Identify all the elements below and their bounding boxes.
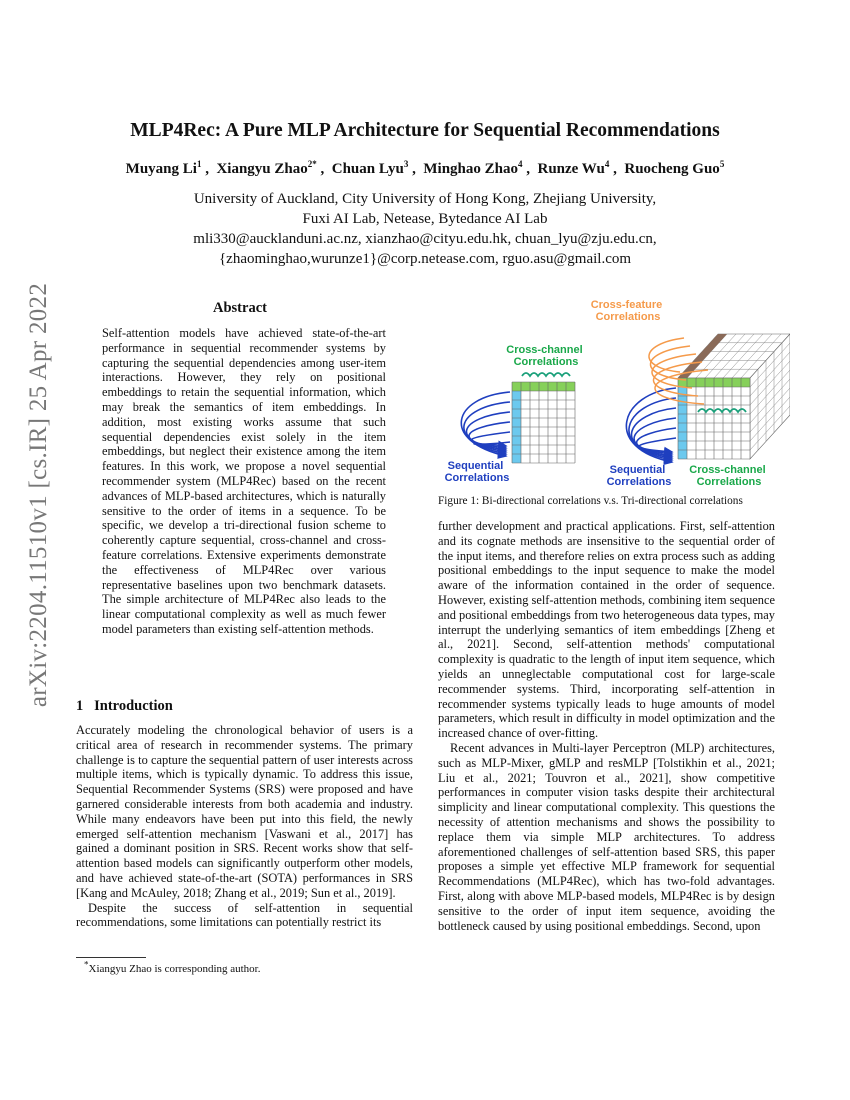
affiliations: [0, 189, 850, 269]
wave-cross-channel-left: [522, 373, 570, 376]
author: Ruocheng Guo$^5$: [624, 159, 725, 177]
author: Xiangyu Zhao$^{2*}$: [216, 159, 317, 177]
fig-label-left-top: Cross-channel Correlations: [506, 344, 583, 368]
figure-caption: Figure 1: Bi-directional correlations v.s. Tri-directional correlations: [438, 495, 743, 507]
right-column-body: [438, 519, 775, 933]
arxiv-sidebar: [14, 282, 64, 708]
author: Minghao Zhao$^4$: [423, 159, 523, 177]
author: Muyang Li$^1$: [125, 159, 202, 177]
fig-label-right-top: Cross-feature Correlations: [590, 299, 663, 323]
arxiv-id: arXiv:2204.11510v1 [cs.IR] 25 Apr 2022: [25, 282, 52, 708]
email-line-2: {zhaominghao,wurunze1}@corp.netease.com, rguo.asu@gmail.com: [218, 251, 632, 267]
intro-body: [76, 723, 413, 930]
author: Chuan Lyu$^3$: [331, 159, 409, 177]
fig-label-right-bottom-left: Sequential Correlations: [606, 464, 672, 488]
grid-cyan-column: [512, 382, 521, 463]
fig-label-left-bottom: Sequential Correlations: [444, 460, 510, 484]
abstract-heading: Abstract: [213, 300, 267, 316]
footnote-rule: [76, 957, 146, 958]
grid-cyan-column: [678, 378, 687, 459]
grid-green-row: [512, 382, 575, 391]
author: Runze Wu$^4$: [537, 159, 610, 177]
section-heading: 1 Introduction: [76, 698, 173, 714]
paper-title: MLP4Rec: A Pure MLP Architecture for Sequential Recommendations: [130, 120, 720, 141]
intro-paragraph-2: Despite the success of self-attention in sequential recommendations, some limitations can potentially restrict its: [76, 900, 413, 930]
author-list: Muyang Li$^1$ , Xiangyu Zhao$^{2*}$ , Chuan Lyu$^3$ , Minghao Zhao$^4$ , Runze Wu$^4$ , Ruocheng Guo$^5$: [125, 159, 725, 177]
figure-1: [430, 296, 790, 492]
fig-label-right-bottom-right: Cross-channel Correlations: [689, 464, 766, 488]
abstract-text: Self-attention models have achieved state-of-the-art performance in sequential recommender systems by capturing the sequential dependencies among user-item interactions. However, they rely on positional embeddings to retain the sequential information, which may break the semantics of item embeddings. In addition, most existing works assume that such sequential dependencies exist solely in the item embeddings, but neglect their existence among the item features. In this work, we propose a novel sequential recommender system (MLP4Rec) based on the recent advances of MLP-based architectures, which is naturally sensitive to the order of items in a sequence. To be specific, we develop a tri-directional fusion scheme to coherently capture sequential, cross-channel and cross-feature correlations. Extensive experiments demonstrate the effectiveness of MLP4Rec over various representative baselines upon two benchmark datasets. The simple architecture of MLP4Rec also leads to the linear computational complexity as well as much fewer model parameters than existing self-attention methods.: [102, 326, 386, 636]
affiliation-line-2: Fuxi AI Lab, Netease, Bytedance AI Lab: [302, 211, 548, 227]
right-paragraph-2: Recent advances in Multi-layer Perceptron (MLP) architectures, such as MLP-Mixer, gMLP and resMLP [Tolstikhin et al., 2021; Liu et al., 2021; Touvron et al., 2021], show competitive performances in computer vision tasks despite their architectural simplicity and linear computational complexity. This questions the necessity of attention mechanisms and shows the possibility to replace them via simple MLP architectures. To address aforementioned challenges of self-attention based SRS, this paper proposes a simple yet effective MLP framework for sequential Recommendations (MLP4Rec), which has two-fold advantages. First, along with above MLP-based models, MLP4Rec is by design sensitive to the order of input item sequence, avoiding the bottleneck caused by using positional embeddings. Second, upon: [438, 740, 775, 933]
figure-illustration: [430, 296, 790, 492]
affiliation-line-1: University of Auckland, City University of Hong Kong, Zhejiang University,: [193, 191, 657, 207]
email-line-1: mli330@aucklanduni.ac.nz, xianzhao@cityu.edu.hk, chuan_lyu@zju.edu.cn,: [193, 231, 657, 247]
intro-paragraph-1: Accurately modeling the chronological behavior of users is a critical area of research in recommender systems. The primary challenge is to capture the sequential pattern of user interests across multiple items, which is typically dynamic. To address this issue, Sequential Recommender Systems (SRS) were proposed and have garnered considerable interests from both academia and industry. While many endeavors have been put into this field, the newly emerged self-attention mechanism [Vaswani et al., 2017] has gained a dominant position in SRS. Recent works show that self-attention based models can significantly outperform other models, and have achieved state-of-the-art (SOTA) performances in SRS [Kang and McAuley, 2018; Zhang et al., 2019; Sun et al., 2019].: [76, 723, 413, 900]
footnote: *Xiangyu Zhao is corresponding author.: [84, 959, 261, 975]
right-paragraph-1: further development and practical applications. First, self-attention and its cognate methods are insensitive to the sequential order of the input items, and therefore relies on extra process such as adding positional embeddings to the input sequence to make the model aware of the information contained in the order of sequence. However, existing self-attention methods, combining item sequence and positional embeddings from two heterogeneous data types, may interrupt the underlying semantics of item embeddings [Zheng et al., 2021]. Second, self-attention methods' computational complexity is quadratic to the length of input item sequence, which yields an unneglectable computational cost for large-scale recommender systems. Third, incorporating self-attention in recommender systems typically leads to huge amounts of model parameters, which result in difficulty in model optimization and the increased chance of over-fitting.: [438, 519, 775, 741]
